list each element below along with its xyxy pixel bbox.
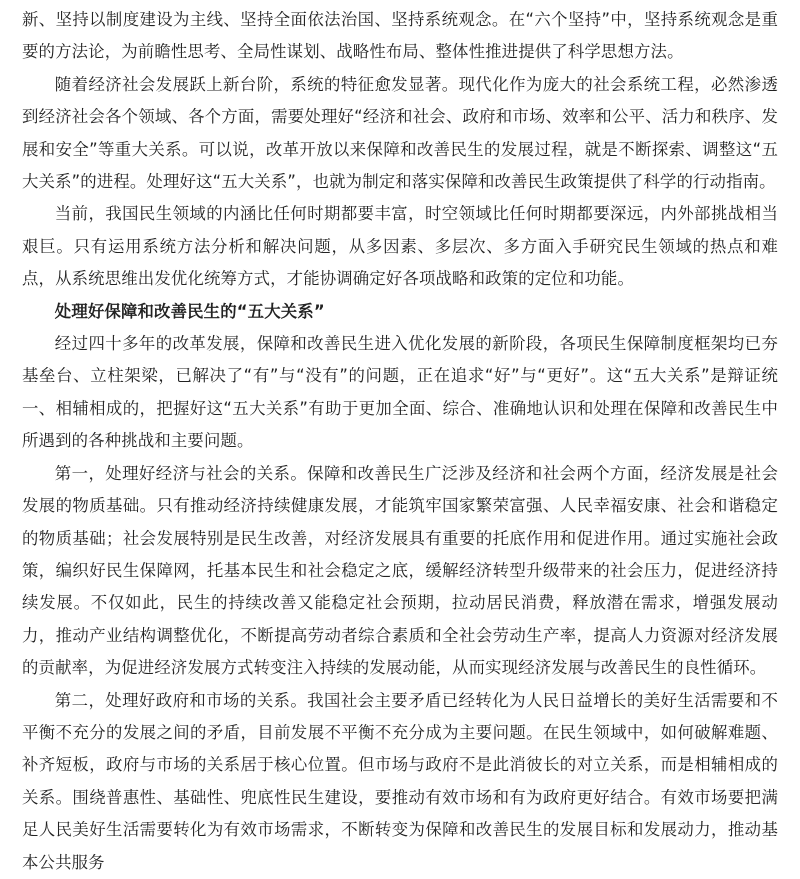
paragraph-system-features: 随着经济社会发展跃上新台阶，系统的特征愈发显著。现代化作为庞大的社会系统工程，必然渗透到经济社会各个领域、各个方面，需要处理好“经济和社会、政府和市场、效率和公平、活力和秩序、发展和安全”等重大关系。可以说，改革开放以来保障和改善民生的发展过程，就是不断探索、调整这“五大关系”的进程。处理好这“五大关系”，也就为制定和落实保障和改善民生政策提供了科学的行动指南。 <box>22 74 778 192</box>
paragraph-continued: 新、坚持以制度建设为主线、坚持全面依法治国、坚持系统观念。在“六个坚持”中，坚持系统观念是重要的方法论，为前瞻性思考、全局性谋划、战略性布局、整体性推进提供了科学思想方法。 <box>22 10 778 62</box>
paragraph-first-relation: 第一，处理好经济与社会的关系。保障和改善民生广泛涉及经济和社会两个方面，经济发展是社会发展的物质基础。只有推动经济持续健康发展，才能筑牢国家繁荣富强、人民幸福安康、社会和谐稳定的物质基础；社会发展特别是民生改善，对经济发展具有重要的托底作用和促进作用。通过实施社会政策，编织好民生保障网，托基本民生和社会稳定之底，缓解经济转型升级带来的社会压力，促进经济持续发展。不仅如此，民生的持续改善又能稳定社会预期，拉动居民消费，释放潜在需求，增强发展动力，推动产业结构调整优化，不断提高劳动者综合素质和全社会劳动生产率，提高人力资源对经济发展的贡献率，为促进经济发展方式转变注入持续的发展动能，从而实现经济发展与改善民生的良性循环。 <box>22 463 778 678</box>
section-heading: 处理好保障和改善民生的“五大关系” <box>54 301 325 321</box>
paragraph-current-situation: 当前，我国民生领域的内涵比任何时期都要丰富，时空领域比任何时期都要深远，内外部挑战相当艰巨。只有运用系统方法分析和解决问题，从多因素、多层次、多方面入手研究民生领域的热点和难点，从系统思维出发优化统筹方式，才能协调确定好各项战略和政策的定位和功能。 <box>22 204 778 289</box>
paragraph-second-relation: 第二，处理好政府和市场的关系。我国社会主要矛盾已经转化为人民日益增长的美好生活需要和不平衡不充分的发展之间的矛盾，目前发展不平衡不充分成为主要问题。在民生领域中，如何破解难题、补齐短板，政府与市场的关系居于核心位置。但市场与政府不是此消彼长的对立关系，而是相辅相成的关系。围绕普惠性、基础性、兜底性民生建设，要推动有效市场和有为政府更好结合。有效市场要把满足人民美好生活需要转化为有效市场需求，不断转变为保障和改善民生的发展目标和发展动力，推动基本公共服务 <box>22 690 778 872</box>
paragraph-reform-development: 经过四十多年的改革发展，保障和改善民生进入优化发展的新阶段，各项民生保障制度框架均已夯基垒台、立柱架梁，已解决了“有”与“没有”的问题，正在追求“好”与“更好”。这“五大关系”是辩证统一、相辅相成的，把握好这“五大关系”有助于更加全面、综合、准确地认识和处理在保障和改善民生中所遇到的各种挑战和主要问题。 <box>22 334 778 451</box>
